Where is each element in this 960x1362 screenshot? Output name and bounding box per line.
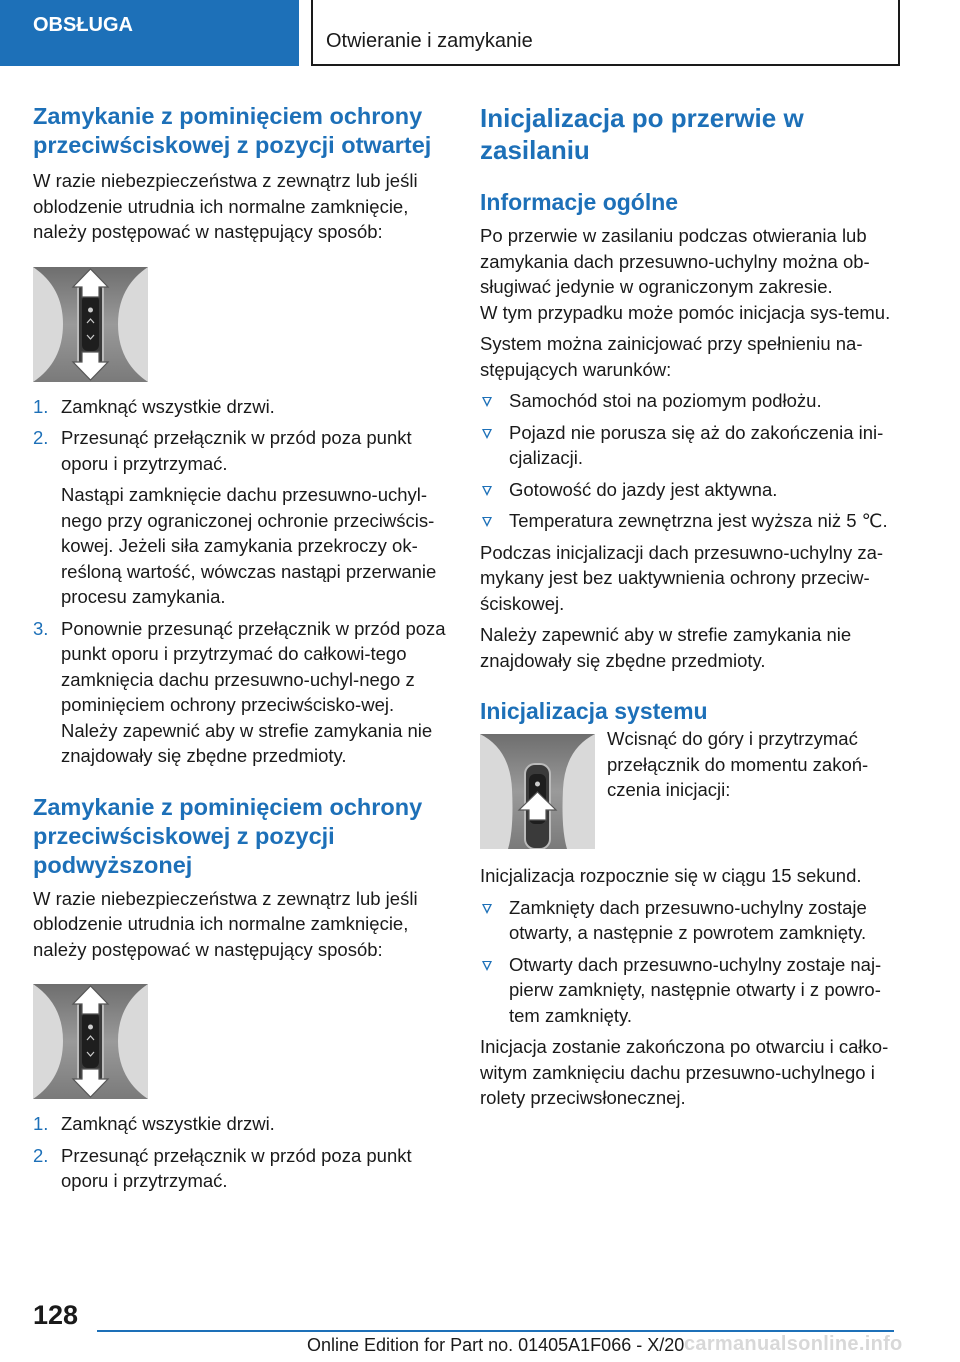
paragraph: Po przerwie w zasilaniu podczas otwierania lub zamykania dach przesuwno-uchylny można ob‐sługiwać jedynie w ograniczonym zakresie. bbox=[480, 225, 870, 297]
steps-list-open-position bbox=[33, 394, 448, 769]
step-text: Ponownie przesunąć przełącznik w przód poza punkt oporu i przytrzymać do całkowi‐tego zamknięcia dachu przesuwno-uchyl‐nego z pominięciem ochrony przeciwścisko‐wej. Należy zapewnić aby w strefie zamykania nie znajdowały się zbędne przedmioty. bbox=[61, 617, 446, 766]
paragraph: Inicjalizacja rozpocznie się w ciągu 15 sekund. bbox=[480, 865, 862, 886]
condition-text: Pojazd nie porusza się aż do zakończenia ini‐cjalizacji. bbox=[509, 421, 884, 468]
paragraph: System można zainicjować przy spełnieniu na‐stępujących warunków: bbox=[480, 333, 863, 380]
roof-switch-figure bbox=[33, 267, 148, 382]
list-item bbox=[33, 425, 448, 610]
subheading-general-info: Informacje ogólne bbox=[480, 189, 679, 215]
triangle-bullet-icon bbox=[482, 517, 492, 527]
triangle-bullet-icon bbox=[482, 486, 492, 496]
page-number: 128 bbox=[33, 1300, 79, 1330]
footer-edition: Online Edition for Part no. 01405A1F066 - X/20 bbox=[307, 1335, 685, 1355]
list-item bbox=[480, 895, 897, 946]
triangle-bullet-icon bbox=[482, 961, 492, 971]
paragraph: W tym przypadku może pomóc inicjacja sys‐temu. bbox=[480, 301, 891, 323]
step-number: 1. bbox=[33, 395, 49, 417]
condition-text: Temperatura zewnętrzna jest wyższa niż 5 ℃. bbox=[509, 510, 888, 531]
list-item bbox=[480, 420, 897, 471]
list-item bbox=[480, 952, 897, 1029]
condition-text: Samochód stoi na poziomym podłożu. bbox=[509, 390, 822, 411]
roof-switch-push-forward-figure bbox=[33, 267, 148, 382]
steps-list-raised-position bbox=[33, 1111, 448, 1194]
step-text: Przesunąć przełącznik w przód poza punkt oporu i przytrzymać. bbox=[61, 427, 412, 474]
section-title-initialization: Inicjalizacja po przerwie w zasilaniu bbox=[480, 103, 804, 165]
step-number: 1. bbox=[33, 1113, 49, 1134]
roof-switch-figure bbox=[33, 984, 148, 1099]
triangle-bullet-icon bbox=[482, 904, 492, 914]
conditions-list bbox=[480, 388, 897, 534]
footer-rule bbox=[97, 1330, 894, 1332]
left-column bbox=[33, 102, 448, 1194]
section-intro: W razie niebezpieczeństwa z zewnątrz lub jeśli oblodzenie utrudnia ich normalne zamknięcie, należy postępować w następujący sposób: bbox=[33, 170, 418, 242]
list-item bbox=[480, 508, 897, 534]
list-item bbox=[480, 388, 897, 414]
result-text: Otwarty dach przesuwno-uchylny zostaje naj‐pierw zamknięty, następnie otwarty i z powro‐tem zamknięty. bbox=[509, 953, 882, 1026]
step-text: Zamknąć wszystkie drzwi. bbox=[61, 395, 275, 417]
section-tab-label: OBSŁUGA bbox=[33, 14, 133, 36]
watermark: carmanualsonline.info bbox=[684, 1333, 903, 1355]
step-text: Zamknąć wszystkie drzwi. bbox=[61, 1113, 275, 1134]
figure-row bbox=[480, 728, 897, 849]
triangle-bullet-icon bbox=[482, 429, 492, 439]
paragraph: Należy zapewnić aby w strefie zamykania nie znajdowały się zbędne przedmioty. bbox=[480, 624, 852, 671]
condition-text: Gotowość do jazdy jest aktywna. bbox=[509, 478, 778, 500]
chapter-title: Otwieranie i zamykanie bbox=[326, 30, 533, 52]
list-item bbox=[33, 394, 448, 420]
right-column bbox=[480, 102, 897, 1111]
roof-switch-push-forward-figure bbox=[33, 984, 148, 1099]
section-intro: W razie niebezpieczeństwa z zewnątrz lub jeśli oblodzenie utrudnia ich normalne zamknięcie, należy postępować w następujący sposób: bbox=[33, 887, 418, 960]
subheading-system-init: Inicjalizacja systemu bbox=[480, 698, 708, 724]
section-tab bbox=[0, 0, 299, 66]
step-note: Nastąpi zamknięcie dachu przesuwno-uchyl‐nego przy ograniczonej ochronie przeciwścis‐kowej. Jeżeli siła zamykania przekroczy ok‐reśloną wartość, wówczas nastąpi przerwanie procesu zamykania. bbox=[61, 484, 437, 607]
results-list bbox=[480, 895, 897, 1029]
triangle-bullet-icon bbox=[482, 397, 492, 407]
figure-caption: Wcisnąć do góry i przytrzymać przełącznik do momentu zakoń‐czenia inicjacji: bbox=[607, 728, 869, 800]
paragraph: Inicjacja zostanie zakończona po otwarciu i całko‐witym zamknięciu dachu przesuwno-uchylnego i rolety przeciwsłonecznej. bbox=[480, 1036, 889, 1108]
result-text: Zamknięty dach przesuwno-uchylny zostaje otwarty, a następnie z powrotem zamknięty. bbox=[509, 896, 867, 943]
section-heading-open-position: Zamykanie z pominięciem ochrony przeciwściskowej z pozycji otwartej bbox=[33, 103, 432, 158]
roof-switch-press-up-figure bbox=[480, 734, 595, 849]
roof-switch-figure bbox=[480, 734, 595, 849]
list-item bbox=[33, 1111, 448, 1137]
step-text: Przesunąć przełącznik w przód poza punkt oporu i przytrzymać. bbox=[61, 1144, 412, 1191]
section-heading-raised-position: Zamykanie z pominięciem ochrony przeciwściskowej z pozycji podwyższonej bbox=[33, 793, 423, 878]
step-number: 3. bbox=[33, 617, 49, 639]
step-number: 2. bbox=[33, 1144, 49, 1166]
list-item bbox=[480, 477, 897, 503]
list-item bbox=[33, 616, 448, 769]
paragraph: Podczas inicjalizacji dach przesuwno-uchylny za‐mykany jest bez uaktywnienia ochrony przeciw‐ściskowej. bbox=[480, 541, 884, 614]
list-item bbox=[33, 1143, 448, 1194]
step-number: 2. bbox=[33, 427, 49, 448]
